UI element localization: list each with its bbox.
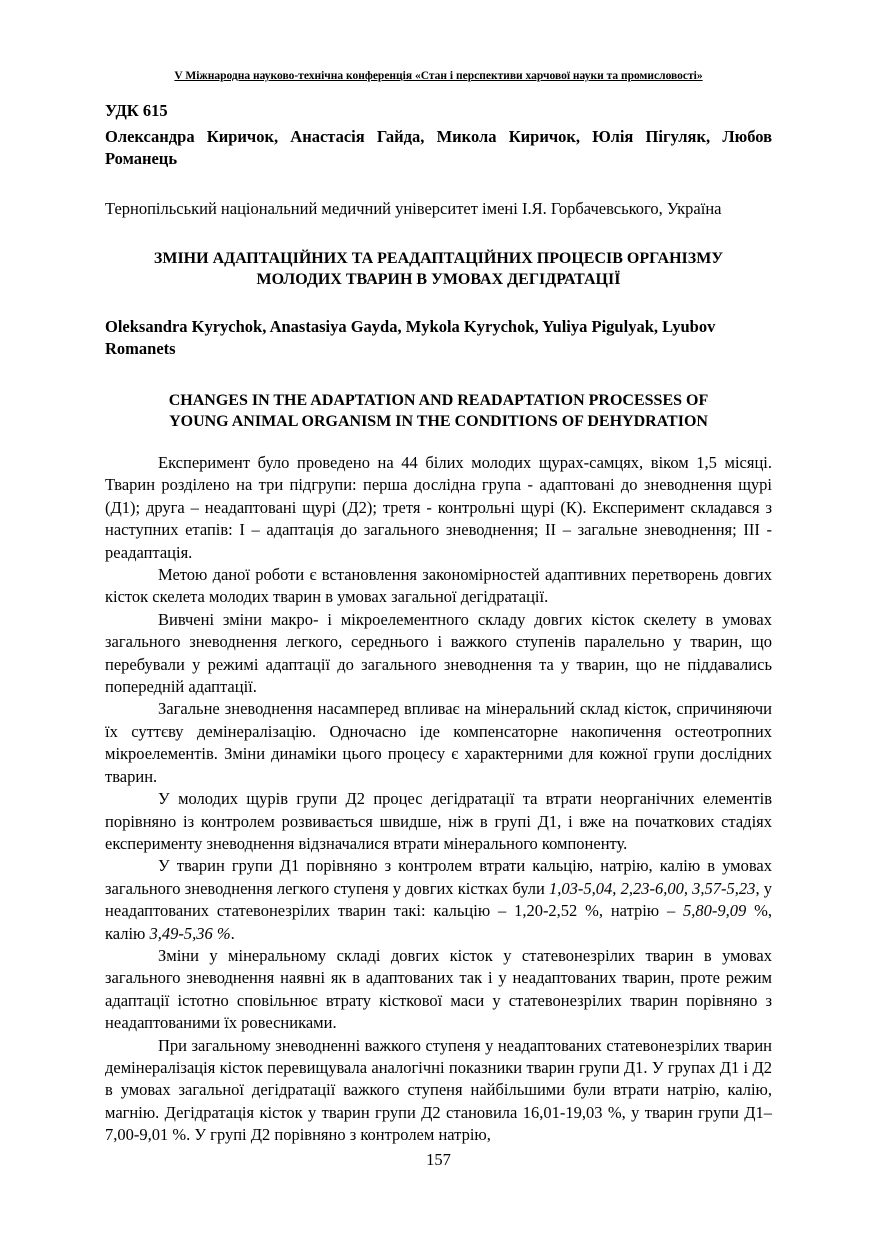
paragraph-6-values-d1: 1,03-5,04, 2,23-6,00, 3,57-5,23: [549, 878, 756, 898]
running-header: V Міжнародна науково-технічна конференція «Стан і перспективи харчової науки та промисловості»: [174, 70, 703, 82]
paragraph-8: При загальному зневодненні важкого ступеня у неадаптованих статевонезрілих тварин демінералізація кісток перевищувала аналогічні показники тварин групи Д1. У групах Д1 і Д2 в умовах загальної дегідратації важкого ступеня найбільшими були втрати натрію, калію, магнію. Дегідратація кісток у тварин групи Д2 становила 16,01-19,03 %, у тварин групи Д1– 7,00-9,01 %. У групі Д2 порівняно з контролем натрію,: [105, 1035, 772, 1145]
paragraph-6-text-c: , у неадаптованих статевонезрілих тварин такі: кальцію – 1,20-2,52 %, натрію –: [105, 878, 773, 921]
title-ukrainian-line-1: ЗМІНИ АДАПТАЦІЙНИХ ТА РЕАДАПТАЦІЙНИХ ПРОЦЕСІВ ОРГАНІЗМУ: [153, 250, 724, 267]
paragraph-4: Загальне зневоднення насамперед впливає на мінеральний склад кісток, спричиняючи їх суттєву демінералізацію. Одночасно іде компенсаторне накопичення остеотропних мікроелементів. Зміни динаміки цього процесу є характерними для кожної групи дослідних тварин.: [105, 699, 772, 786]
authors-english: Oleksandra Kyrychok, Anastasiya Gayda, Mykola Kyrychok, Yuliya Pigulyak, Lyubov Romanets: [105, 317, 716, 358]
paragraph-2: Метою даної роботи є встановлення закономірностей адаптивних перетворень довгих кісток скелета молодих тварин в умовах загальної дегідратації.: [105, 565, 772, 607]
paragraph-6-text-g: .: [230, 923, 235, 943]
paragraph-5: У молодих щурів групи Д2 процес дегідратації та втрати неорганічних елементів порівняно із контролем розвивається швидше, ніж в групі Д1, і вже на початкових стадіях експерименту зневоднення відзначалися втрати мінерального компоненту.: [105, 789, 772, 853]
paragraph-7: Зміни у мінеральному складі довгих кісток у статевонезрілих тварин в умовах загального зневоднення наявні як в адаптованих так і у неадаптованих тварин, проте режим адаптації істотно сповільнює втрату кісткової маси у статевонезрілих тварин порівняно з неадаптованими їх ровесниками.: [105, 945, 772, 1033]
paragraph-1: Експеримент було проведено на 44 білих молодих щурах-самцях, віком 1,5 місяці. Тварин розділено на три підгрупи: перша дослідна група - адаптовані до зневоднення щурі (Д1); друга – неадаптовані щурі (Д2); третя - контрольні щурі (К). Експеримент складався з наступних етапів: І – адаптація до загального зневоднення; ІІ – загальне зневоднення; ІІІ - реадаптація.: [105, 453, 772, 562]
paragraph-3: Вивчені зміни макро- і мікроелементного складу довгих кісток скелету в умовах загального зневоднення легкого, середнього і важкого ступенів паралельно у тварин, що перебували у режимі адаптації до загального зневоднення та у тварин, що не піддавались попередній адаптації.: [105, 609, 772, 697]
title-ukrainian-line-2: МОЛОДИХ ТВАРИН В УМОВАХ ДЕГІДРАТАЦІЇ: [256, 271, 621, 288]
title-english: [105, 390, 772, 432]
paragraph-6-text-e: %, калію: [105, 901, 772, 943]
body-text: [105, 452, 772, 1147]
affiliation: Тернопільський національний медичний університет імені І.Я. Горбачевського, Україна: [105, 199, 722, 218]
title-english-line-1: CHANGES IN THE ADAPTATION AND READAPTATION PROCESSES OF: [168, 392, 709, 409]
title-ukrainian: [105, 248, 772, 290]
page-number: 157: [426, 1150, 451, 1169]
paragraph-6-text-a: У тварин групи Д1 порівняно з контролем втрати кальцію, натрію, калію в умовах загального зневоднення легкого ступеня у довгих кістках були: [105, 856, 772, 898]
udc-code: УДК 615: [105, 101, 168, 120]
paragraph-6-sodium-values: 5,80-9,09: [683, 901, 747, 921]
authors-ukrainian: Олександра Киричок, Анастасія Гайда, Микола Киричок, Юлія Пігуляк, Любов Романець: [105, 127, 772, 168]
title-english-line-2: YOUNG ANIMAL ORGANISM IN THE CONDITIONS OF DEHYDRATION: [169, 413, 708, 430]
paragraph-6: [105, 855, 772, 945]
paragraph-6-potassium-values: 3,49-5,36 %: [149, 923, 231, 943]
article-content: [105, 100, 772, 1147]
